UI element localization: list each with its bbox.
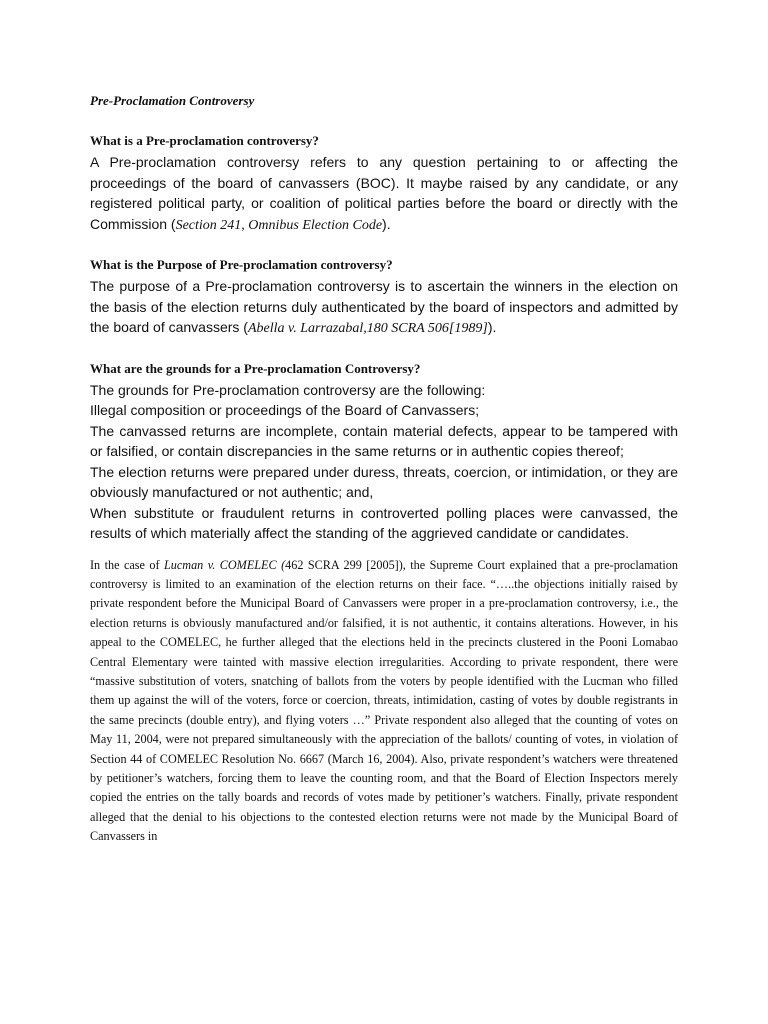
ground-item: Illegal composition or proceedings of the Board of Canvassers; [90, 402, 480, 418]
answer-text-end: ). [487, 319, 497, 335]
case-paragraph [90, 556, 678, 847]
ground-item: The canvassed returns are incomplete, contain material defects, appear to be tampered with or falsified, or contain discrepancies in the same returns or in authentic copies thereof; [90, 422, 678, 459]
answer-text-end: ). [382, 215, 391, 232]
ground-item: The election returns were prepared under duress, threats, coercion, or intimidation, or they are obviously manufactured or not authentic; and, [90, 463, 678, 500]
document-page [90, 92, 678, 847]
document-title: Pre-Proclamation Controversy [90, 93, 255, 108]
answer-paragraph-2 [90, 276, 678, 340]
answer-paragraph-1 [90, 152, 678, 236]
case-name: Lucman v. COMELEC ( [164, 557, 286, 572]
answer-text: The purpose of a Pre-proclamation controversy is to ascertain the winners in the election on the basis of the election returns duly authenticated by the board of inspectors and admitted by the board of canvassers ( [90, 278, 678, 335]
question-heading-1: What is a Pre-proclamation controversy? [90, 133, 319, 148]
citation: Section 241, Omnibus Election Code [175, 217, 383, 233]
question-heading-3: What are the grounds for a Pre-proclamation Controversy? [90, 360, 421, 376]
case-intro: In the case of [90, 557, 164, 572]
ground-item: When substitute or fraudulent returns in controverted polling places were canvassed, the results of which materially affect the standing of the aggrieved candidate or candidates. [90, 504, 678, 541]
answer-text: A Pre-proclamation controversy refers to any question pertaining to or affecting the proceedings of the board of canvassers (BOC). It maybe raised by any candidate, or any registered political party, or coalition of political parties before the board or directly with the Commission ( [90, 154, 678, 232]
question-heading-2: What is the Purpose of Pre-proclamation controversy? [90, 257, 393, 272]
grounds-intro: The grounds for Pre-proclamation controversy are the following: [90, 381, 486, 398]
grounds-list [90, 380, 678, 544]
case-body: 462 SCRA 299 [2005]), the Supreme Court explained that a pre-proclamation controversy is limited to an examination of the election returns on their face. “…..the objections initially raised by private respondent before the Municipal Board of Canvassers were proper in a pre-proclamation controversy, i.e., the election returns is obviously manufactured and/or falsified, it is not authentic, it contains alterations. However, in his appeal to the COMELEC, he further alleged that the elections held in the precincts clustered in the Pooni Lomabao Central Elementary were tainted with massive election irregularities. According to private respondent, there were “massive substitution of voters, snatching of ballots from the voters by people identified with the Lucman who filled them up against the will of the voters, force or coercion, threats, intimidation, casting of votes by double registrants in the same precincts (double entry), and flying voters …” Private respondent also alleged that the counting of votes on May 11, 2004, were not prepared simultaneously with the appreciation of the ballots/ counting of votes, in violation of Section 44 of COMELEC Resolution No. 6667 (March 16, 2004). Also, private respondent’s watchers were threatened by petitioner’s watchers, forcing them to leave the counting room, and that the Board of Election Inspectors merely copied the entries on the tally boards and records of votes made by petitioner’s watchers. Finally, private respondent alleged that the denial to his objections to the contested election returns were not made by the Municipal Board of Canvassers in [90, 557, 678, 844]
citation: Abella v. Larrazabal,180 SCRA 506[1989] [247, 321, 488, 336]
